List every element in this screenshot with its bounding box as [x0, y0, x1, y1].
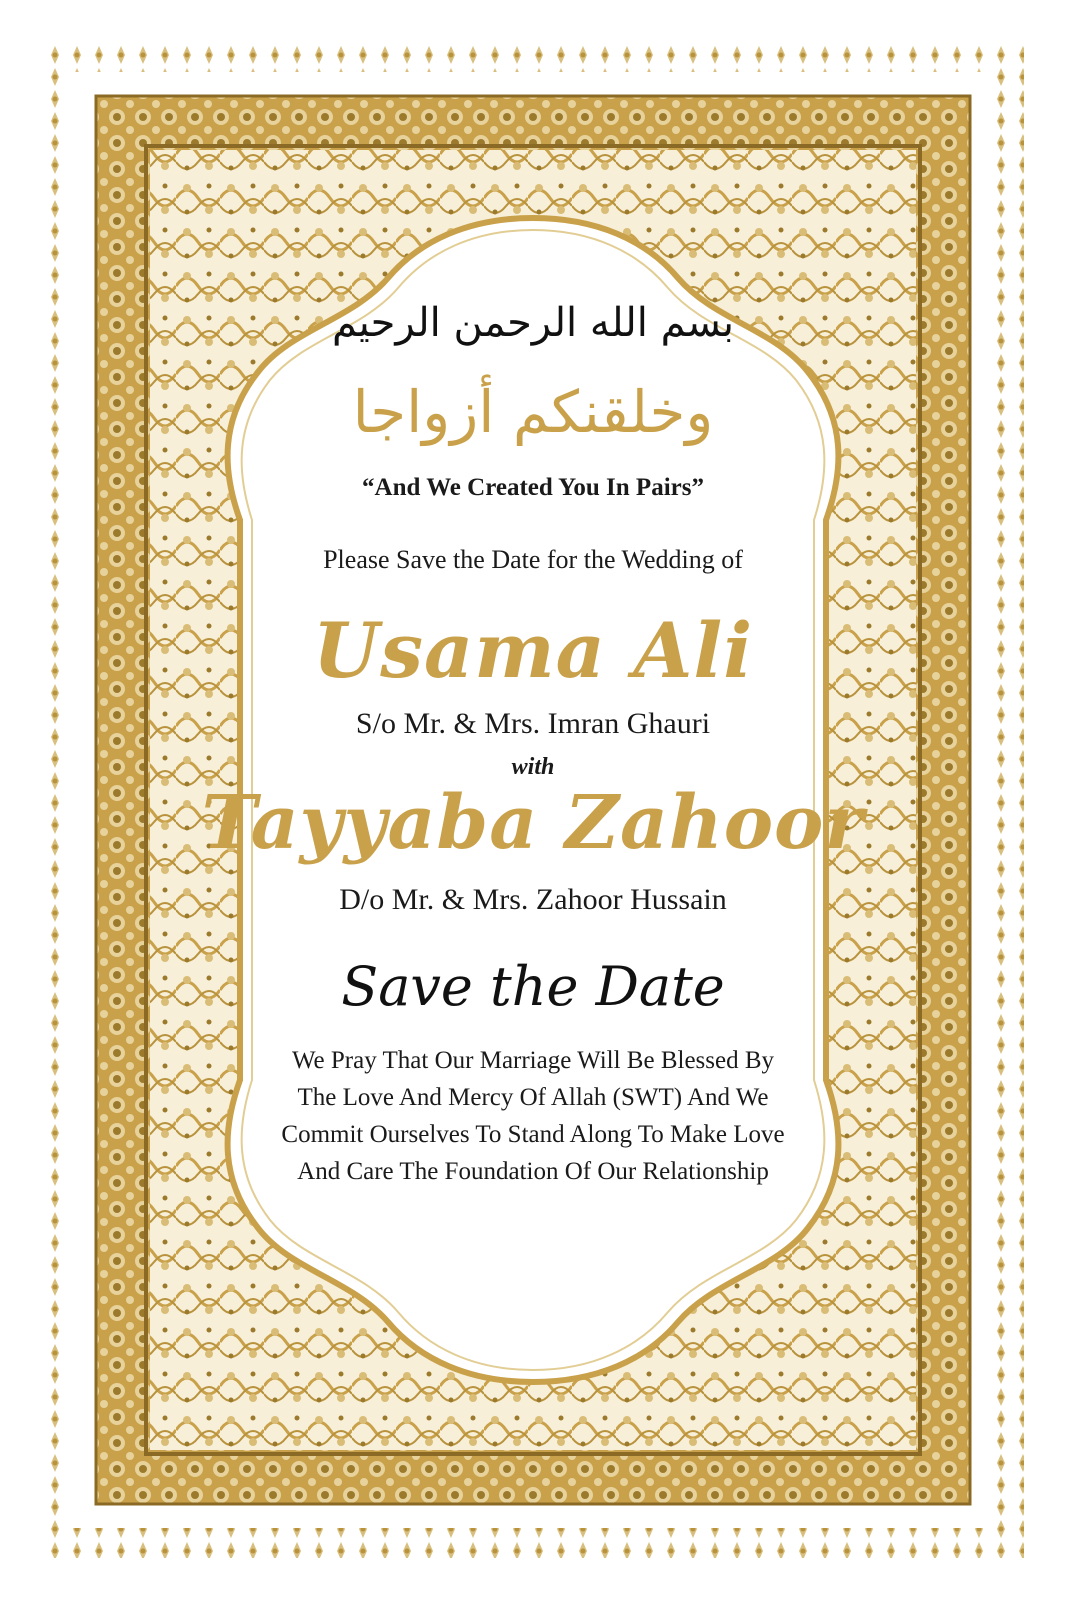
quranic-verse-arabic: وخلقنكم أزواجا — [352, 378, 714, 446]
message-line: The Love And Mercy Of Allah (SWT) And We — [297, 1084, 769, 1111]
invitation-intro: Please Save the Date for the Wedding of — [323, 545, 743, 574]
groom-name: Usama Ali — [312, 606, 754, 695]
message-line: And Care The Foundation Of Our Relationship — [297, 1158, 769, 1185]
blessing-message — [0, 1042, 1066, 1190]
bismillah-calligraphy: بسم الله الرحمن الرحيم — [331, 300, 735, 346]
connector-with: with — [511, 754, 555, 780]
verse-translation: “And We Created You In Pairs” — [362, 474, 704, 501]
save-the-date-heading: Save the Date — [341, 955, 725, 1018]
bride-name: Tayyaba Zahoor — [201, 780, 865, 866]
bride-parents: D/o Mr. & Mrs. Zahoor Hussain — [339, 883, 727, 916]
groom-parents: S/o Mr. & Mrs. Imran Ghauri — [355, 707, 711, 740]
message-line: We Pray That Our Marriage Will Be Blessed By — [291, 1047, 775, 1074]
message-line: Commit Ourselves To Stand Along To Make Love — [281, 1121, 785, 1148]
